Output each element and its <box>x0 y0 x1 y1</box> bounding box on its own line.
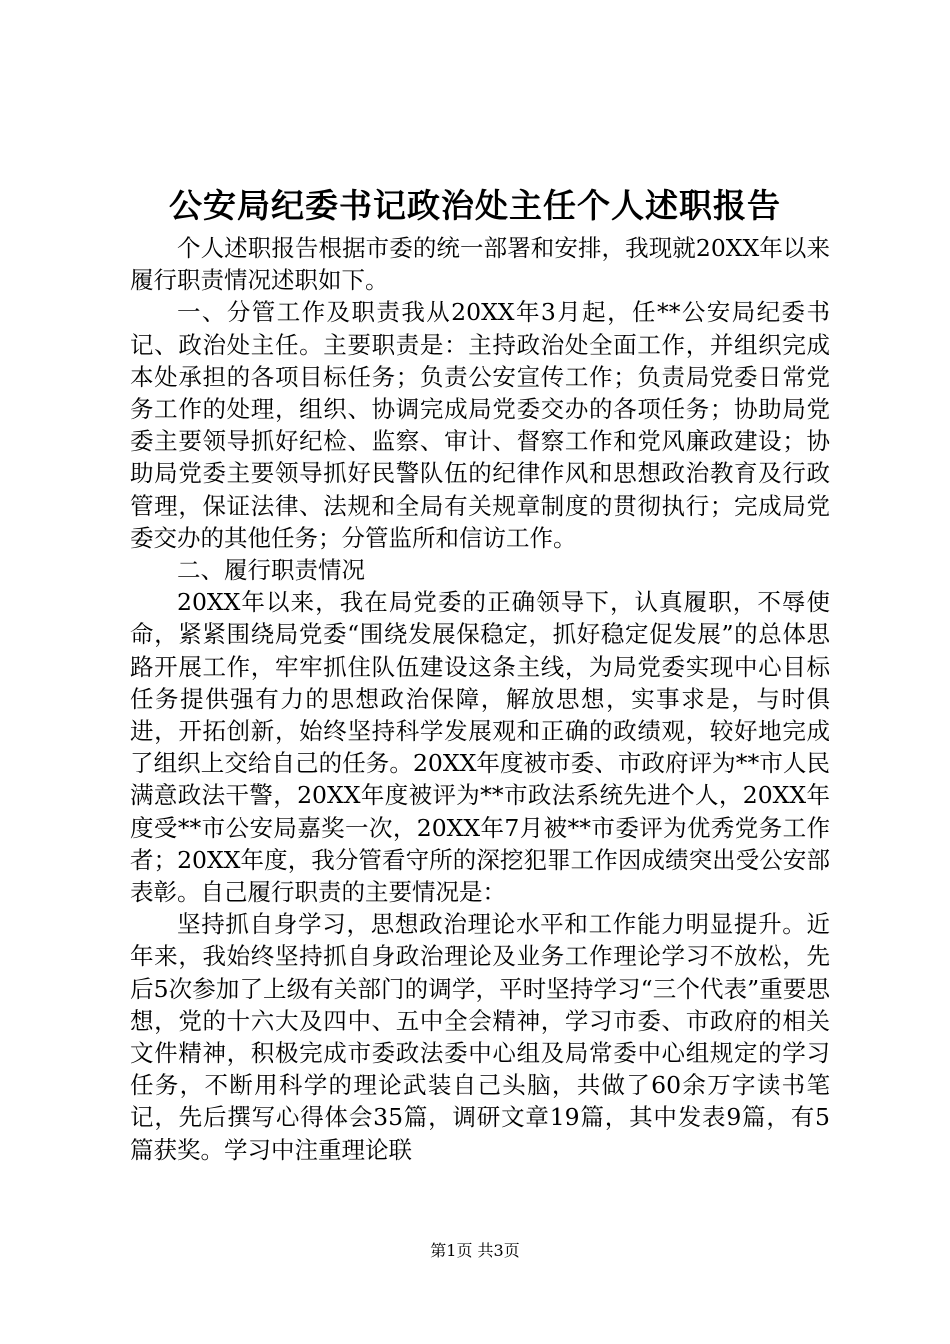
document-title: 公安局纪委书记政治处主任个人述职报告 <box>169 186 781 225</box>
page-footer: 第1页 共3页 <box>430 1241 520 1260</box>
document-body <box>130 232 830 1166</box>
section-heading-performance: 二、履行职责情况 <box>177 556 365 585</box>
paragraph-duties: 一、分管工作及职责我从20XX年3月起，任**公安局纪委书记、政治处主任。主要职责是：主持政治处全面工作，并组织完成本处承担的各项目标任务；负责公安宣传工作；负责局党委日常党务工作的处理，组织、协调完成局党委交办的各项任务；协助局党委主要领导抓好纪检、监察、审计、督察工作和党风廉政建设；协助局党委主要领导抓好民警队伍的纪律作风和思想政治教育及行政管理，保证法律、法规和全局有关规章制度的贯彻执行；完成局党委交办的其他任务；分管监所和信访工作。 <box>130 298 830 552</box>
paragraph-performance: 20XX年以来，我在局党委的正确领导下，认真履职，不辱使命，紧紧围绕局党委“围绕发展保稳定，抓好稳定促发展”的总体思路开展工作，牢牢抓住队伍建设这条主线，为局党委实现中心目标任务提供强有力的思想政治保障，解放思想，实事求是，与时俱进，开拓创新，始终坚持科学发展观和正确的政绩观，较好地完成了组织上交给自己的任务。20XX年度被市委、市政府评为**市人民满意政法干警，20XX年度被评为**市政法系统先进个人，20XX年度受**市公安局嘉奖一次，20XX年7月被**市委评为优秀党务工作者；20XX年度，我分管看守所的深挖犯罪工作因成绩突出受公安部表彰。自己履行职责的主要情况是： <box>130 588 830 907</box>
paragraph-study: 坚持抓自身学习，思想政治理论水平和工作能力明显提升。近年来，我始终坚持抓自身政治理论及业务工作理论学习不放松，先后5次参加了上级有关部门的调学，平时坚持学习“三个代表”重要思想，党的十六大及四中、五中全会精神，学习市委、市政府的相关文件精神，积极完成市委政法委中心组及局常委中心组规定的学习任务，不断用科学的理论武装自己头脑，共做了60余万字读书笔记，先后撰写心得体会35篇，调研文章19篇，其中发表9篇，有5篇获奖。学习中注重理论联 <box>130 910 830 1164</box>
paragraph-intro: 个人述职报告根据市委的统一部署和安排，我现就20XX年以来履行职责情况述职如下。 <box>130 234 830 295</box>
